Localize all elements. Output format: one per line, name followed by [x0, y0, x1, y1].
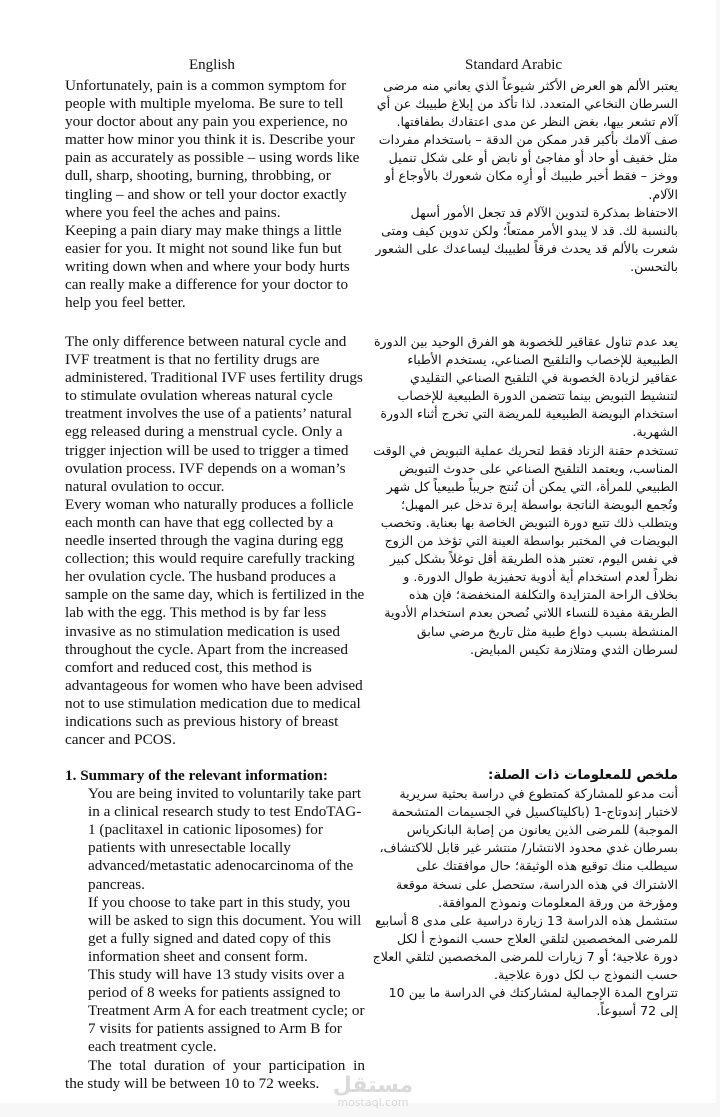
paragraph: The total duration of your participation in: [88, 1056, 365, 1074]
arabic-column-header: Standard Arabic: [465, 57, 563, 73]
watermark: [318, 1075, 428, 1109]
paragraph: يعتبر الألم هو العرض الأكثر شيوعاً الذي يعاني منه مرضى السرطان النخاعي المتعدد. لذا تأكد من إبلاغ طبيبك عن أي آلام تشعر بيها، بغض النظر عن مدى اعتقادك بطفافتها. صف آلامك بأكبر قدر ممكن من الدقة – باستخدام مفردات مثل خفيف أو حاد أو مفاجئ أو نابض أو على شكل تنميل ووخز – فقط أخبر طبيبك أو أرِه مكان شعورك بالأوجاع أو الآلام.: [376, 78, 678, 202]
paragraph: Keeping a pain diary may make things a little easier for you. It might not sound like fun but writing down when and where your body hurts can really make a difference for your doctor to help you feel better.: [65, 221, 350, 312]
paragraph: ستشمل هذه الدراسة 13 زيارة دراسية على مدى 8 أسابيع للمرضى المخصصين لتلقي العلاج حسب النموذج أ لكل دورة علاجية؛ أو 7 زيارات للمرضى المخصصين لتلقي العلاج حسب النموذج ب لكل دورة علاجية.: [372, 912, 678, 983]
paragraph: تتراوح المدة الإجمالية لمشاركتك في الدراسة ما بين 10 إلى 72 أسبوعاً.: [388, 985, 678, 1019]
section2-arabic: [372, 333, 694, 659]
section1-arabic: [372, 77, 694, 276]
section2-english: [65, 333, 365, 749]
section3-arabic: [372, 767, 694, 1020]
paragraph: This study will have 13 study visits over a period of 8 weeks for patients assigned to Treatment Arm A for each treatment cycle; or 7 visits for patients assigned to Arm B for each treatment cycle.: [88, 966, 365, 1056]
watermark-logo: مستقل: [332, 1073, 414, 1098]
paragraph: سيطلب منك توقيع هذه الوثيقة؛ حال موافقتك على الاشتراك في هذه الدراسة، ستحصل على نسخة موقعة ومؤرخة من ورقة المعلومات ونموذج الموافقة.: [396, 858, 678, 910]
section1-english: [65, 77, 365, 312]
paragraph: the study will be between 10 to 72 weeks.: [65, 1074, 320, 1092]
watermark-url: mostaql.com: [337, 1096, 409, 1109]
paragraph: You are being invited to voluntarily take part in a clinical research study to test EndoTAG-1 (paclitaxel in cationic liposomes) for patients with unresectable locally advanced/metastatic adenocarcinoma of the pancreas.: [88, 785, 362, 893]
paragraph: Unfortunately, pain is a common symptom for people with multiple myeloma. Be sure to tell your doctor about any pain you experience, no matter how minor you think it is. Describe your pain as accurately as possible – using words like dull, sharp, shooting, burning, throbbing, or tingling – and show or tell your doctor exactly where you feel the aches and pains.: [65, 77, 360, 221]
paragraph: تستخدم حقنة الزناد فقط لتحريك عملية التبويض في الوقت المناسب، ويعتمد التلقيح الصناعي على حدوث التبويض الطبيعي للمرأة، التي يمكن أن تُنتج جريباً طبيعياً كل شهر وتُجمع البويضة الناتجة بواسطة إبرة تدخل عبر المهبل؛ ويتطلب ذلك تتبع دورة التبويض الخاصة بها بعناية. وتخصب البويضات في المختبر بواسطة العينة التي تؤخذ من الزوج في نفس اليوم، تعتبر هذه الطريقة أقل توغلاً بشكل كبير نظراً لعدم استخدام أية أدوية تحفيزية طوال الدورة. و بخلاف الراحة المتزايدة والتكلفة المنخفضة؛ فإن هذه الطريقة مفيدة للنساء اللاتي نُصحن بعدم استخدام الأدوية المنشطة بسبب دواع طبية مثل تاريخ مرضي سابق لسرطان الثدي ومتلازمة تكيس المبايض.: [373, 442, 678, 657]
section-title: 1. Summary of the relevant information:: [65, 767, 328, 784]
paragraph: أنت مدعو للمشاركة كمتطوع في دراسة بحثية سريرية لاختبار إندوتاج-1 (باكليتاكسيل في الجسيمات المتشحمة الموجبة) للمرضى الذين يعانون من إصابة البانكرياس بسرطان غدي محدود الانتشار/ منتشر غير قابل للاكتشاف،: [379, 786, 678, 856]
section3-english: [65, 767, 365, 1093]
paragraph: يعد عدم تناول عقاقير للخصوبة هو الفرق الوحيد بين الدورة الطبيعية للإخصاب والتلقيح الصناعي، يستخدم الأطباء عقاقير لزيادة الخصوبة في التلقيح الصناعي التقليدي لتنشيط التبويض بينما تتضمن الدورة الطبيعية للإخصاب استخدام البويضة الطبيعية للمريضة التي تخرج أثناء الدورة الشهرية.: [373, 334, 678, 440]
paragraph: الاحتفاظ بمذكرة لتدوين الآلام قد تجعل الأمور أسهل بالنسبة لك. قد لا يبدو الأمر ممتعاً؛ ولكن تدوين كيف ومتى شعرت بالألم قد يحدث فرقاً لطبيبك ليساعدك على الشعور بالتحسن.: [375, 204, 678, 274]
english-column-header: English: [189, 57, 235, 73]
section-title: ملخص للمعلومات ذات الصلة:: [488, 768, 678, 783]
paragraph: If you choose to take part in this study, you will be asked to sign this document. You will get a fully signed and dated copy of this information sheet and consent form.: [88, 893, 362, 965]
paragraph: Every woman who naturally produces a follicle each month can have that egg collected by a needle inserted through the vagina during egg collection; this would require carefully tracking her ovulation cycle. The husband produces a sample on the same day, which is fertilized in the lab with the egg. This method is by far less invasive as no stimulation medication is used throughout the cycle. Apart from the increased comfort and reduced cost, this method is advantageous for women who have been advised not to use stimulation medication due to medical indications such as previous history of breast cancer and PCOS.: [65, 495, 365, 749]
paragraph: The only difference between natural cycle and IVF treatment is that no fertility drugs are administered. Traditional IVF uses fertility drugs to stimulate ovulation whereas natural cycle treatment involves the use of a patients’ natural egg released during a menstrual cycle. Only a trigger injection will be used to trigger a timed ovulation process. IVF depends on a woman’s natural ovulation to occur.: [65, 333, 363, 495]
